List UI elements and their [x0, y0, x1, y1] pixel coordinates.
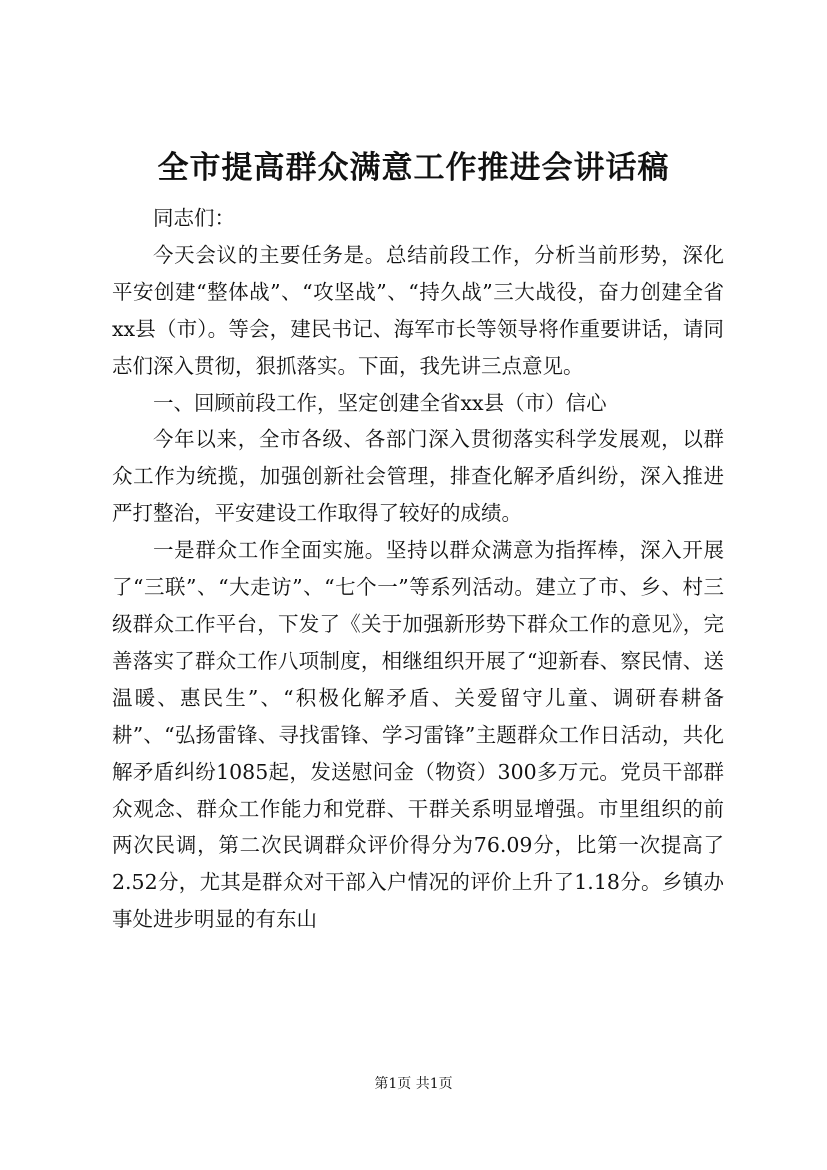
- detail-paragraph: 一是群众工作全面实施。坚持以群众满意为指挥棒，深入开展了“三联”、“大走访”、“七个一”等系列活动。建立了市、乡、村三级群众工作平台，下发了《关于加强新形势下群众工作的意见》，完善落实了群众工作八项制度，相继组织开展了“迎新春、察民情、送温暖、惠民生”、“积极化解矛盾、关爱留守儿童、调研春耕备耕”、“弘扬雷锋、寻找雷锋、学习雷锋”主题群众工作日活动，共化解矛盾纠纷1085起，发送慰问金（物资）300多万元。党员干部群众观念、群众工作能力和党群、干群关系明显增强。市里组织的前两次民调，第二次民调群众评价得分为76.09分，比第一次提高了2.52分，尤其是群众对干部入户情况的评价上升了1.18分。乡镇办事处进步明显的有东山: [112, 538, 724, 932]
- section-heading: 一、回顾前段工作，坚定创建全省xx县（市）信心: [153, 390, 607, 415]
- intro-paragraph: 今天会议的主要任务是。总结前段工作，分析当前形势，深化平安创建“整体战”、“攻坚战”、“持久战”三大战役，奋力创建全省xx县（市）。等会，建民书记、海军市长等领导将作重要讲话，请同志们深入贯彻，狠抓落实。下面，我先讲三点意见。: [112, 242, 724, 378]
- summary-paragraph: 今年以来，全市各级、各部门深入贯彻落实科学发展观，以群众工作为统揽，加强创新社会管理，排查化解矛盾纠纷，深入推进严打整治，平安建设工作取得了较好的成绩。: [112, 427, 724, 526]
- document-body: [112, 200, 724, 938]
- greeting-paragraph: 同志们：: [153, 206, 235, 230]
- page-number-footer: 第1页 共1页: [374, 1076, 453, 1092]
- document-title: 全市提高群众满意工作推进会讲话稿: [157, 150, 670, 186]
